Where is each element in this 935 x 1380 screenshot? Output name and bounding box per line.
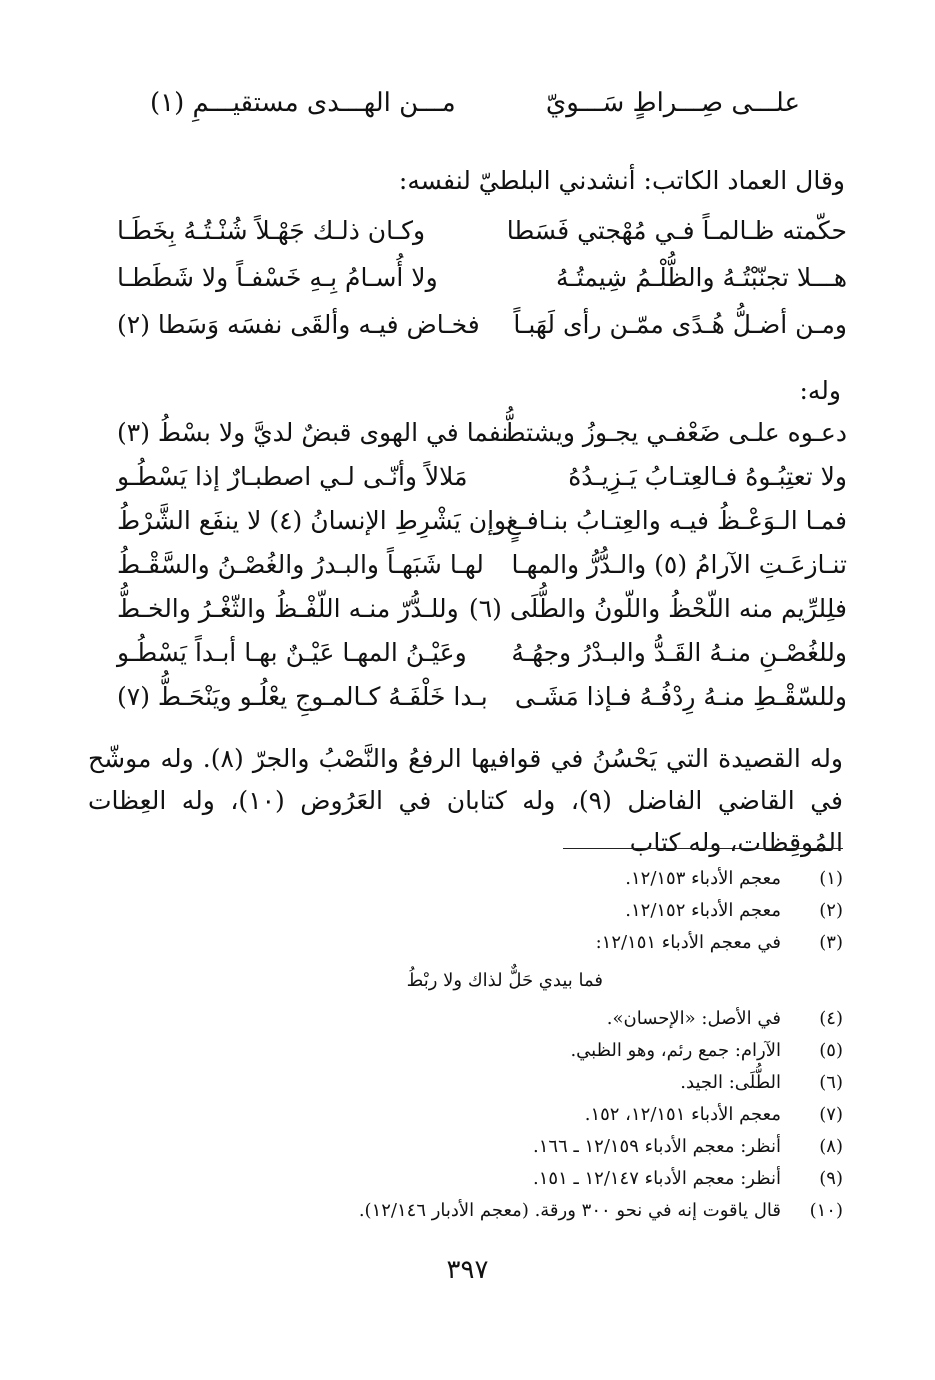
hemistich-right: هـــلا تجنّبْتُـهُ والظُّلْـمُ شِيمتُـهُ	[556, 263, 847, 292]
footnote-number: (٤)	[819, 1008, 843, 1029]
footnote	[83, 1168, 843, 1200]
footnote-text: معجم الأدباء ١٢/١٥٢.	[625, 900, 781, 921]
footnote-text: أنظر: معجم الأدباء ١٢/١٥٩ ـ ١٦٦.	[533, 1136, 781, 1157]
body-paragraph: وله القصيدة التي يَحْسُنُ في قوافيها الرفعُ والنَّصْبُ والجرّ (٨). وله موشّح في القاضي الفاضل (٩)، وله كتابان في العَرُوض (١٠)، وله العِظات المُوقِظات، وله كتاب	[88, 744, 844, 857]
footnote-number: (٩)	[819, 1168, 843, 1189]
poem-2-verse	[117, 462, 847, 506]
hemistich-left: ولا أُسـامُ بِـهِ خَسْفـاً ولا شَطَطـا	[117, 263, 438, 292]
hemistich-left: وللـدُّرّ منـه اللّفْـظُ والثّغْـرُ والخـطُّ	[117, 594, 459, 623]
footnote-number: (١٠)	[809, 1200, 843, 1221]
hemistich-left: وعَيْـنُ المهـا عَيْـنٌ بهـا أبـداً يَسْطُـو	[117, 638, 467, 667]
poem-1-verse	[117, 310, 847, 357]
footnote-text: الآرام: جمع رئم، وهو الظبي.	[570, 1040, 781, 1061]
footnote-number: (٣)	[819, 932, 843, 953]
poem-2-verse	[117, 506, 847, 550]
verse-hemistich-right: علـــى صِـــراطٍ سَـــويّ	[545, 88, 800, 118]
hemistich-right: حكّمته ظـالمـاً فـي مُهْجتي فَسَطا	[506, 216, 847, 245]
footnotes	[83, 868, 843, 1232]
section-label: وله:	[799, 376, 841, 405]
footnote	[83, 1040, 843, 1072]
hemistich-left: لهـا شَبَهـاً والبـدرُ والغُصْـنُ والسَّقْـطُ	[117, 550, 484, 579]
poem-2-verse	[117, 638, 847, 682]
footnote-number: (٥)	[819, 1040, 843, 1061]
footnote-quoted-verse	[83, 964, 843, 1008]
page-number: ٣٩٧	[446, 1255, 489, 1285]
footnote-text: أنظر: معجم الأدباء ١٢/١٤٧ ـ ١٥١.	[533, 1168, 781, 1189]
hemistich-right: تنـازعَـتِ الآرامُ (٥) والـدُّرُّ والمهـا	[511, 550, 847, 579]
poem-1	[117, 216, 847, 357]
poem-1-verse	[117, 216, 847, 263]
hemistich-right: ومـن أضـلُّ هُـدًى ممّـن رأى لَهَبـاً	[513, 310, 847, 339]
poem-2-verse	[117, 682, 847, 726]
footnote-number: (٧)	[819, 1104, 843, 1125]
footnote	[83, 1200, 843, 1232]
footnote-number: (٦)	[819, 1072, 843, 1093]
verse-hemistich-left: مـــن الهـــدى مستقيـــمِ (١)	[150, 88, 456, 118]
footnote-text: قال ياقوت إنه في نحو ٣٠٠ ورقة. (معجم الأدبار ١٢/١٤٦).	[358, 1200, 781, 1221]
hemistich-left: نوإن يَشْرِطِ الإنسانُ (٤) لا ينفَع الشَّرْطُ	[117, 506, 514, 535]
hemistich-left: فخـاض فيـه وألقَى نفسَه وَسَطا (٢)	[117, 310, 480, 339]
intro-line: وقال العماد الكاتب: أنشدني البلطيّ لنفسه:	[398, 166, 845, 195]
footnote-number: (٨)	[819, 1136, 843, 1157]
footnote	[83, 1104, 843, 1136]
footnote	[83, 1136, 843, 1168]
hemistich-left: وكـان ذلـك جَهْـلاً شُنْـتُـهُ بِخَطَـا	[117, 216, 426, 245]
hemistich-left: بـدا خَلْفَـهُ كـالمـوجِ يعْلُـو ويَنْحَـطُّ (٧)	[117, 682, 488, 711]
footnote-text: معجم الأدباء ١٢/١٥١، ١٥٢.	[584, 1104, 781, 1125]
hemistich-right: فمـا الـوَعْـظُ فيـه والعِتـابُ بنـافـعٍ	[506, 506, 847, 535]
footnote-text: في معجم الأدباء ١٢/١٥١:	[595, 932, 781, 953]
hemistich-left: نفما في الهوى قبضٌ لديَّ ولا بسْطُ (٣)	[117, 418, 509, 447]
opening-verse	[150, 88, 800, 128]
footnote-text: في الأصل: «الإحسان».	[606, 1008, 781, 1029]
poem-2	[117, 418, 847, 726]
footnote-text: معجم الأدباء ١٢/١٥٣.	[625, 868, 781, 889]
footnote-divider	[563, 848, 843, 849]
hemistich-right: وللغُصْـنِ منـهُ القَـدُّ والبـدْرُ وجهُـهُ	[511, 638, 847, 667]
poem-2-verse	[117, 550, 847, 594]
hemistich-right: وللسّقْـطِ منـهُ رِدْفُـهُ فـإذا مَشَـى	[514, 682, 847, 711]
quoted-verse-text: فما بيدي حَلٌّ لذاك ولا ربْطُ	[406, 970, 603, 991]
footnote-number: (٢)	[819, 900, 843, 921]
footnote	[83, 1008, 843, 1040]
poem-1-verse	[117, 263, 847, 310]
footnote	[83, 900, 843, 932]
footnote	[83, 932, 843, 964]
footnote	[83, 1072, 843, 1104]
hemistich-left: مَلالاً وأنّـى لـي اصطبـارٌ إذا يَسْطُـو	[117, 462, 468, 491]
footnote-text: الطُّلَى: الجيد.	[680, 1072, 781, 1093]
poem-2-verse	[117, 594, 847, 638]
hemistich-right: فلِلرِّيم منه اللّحْظُ واللّونُ والطُّلَى (٦)	[468, 594, 847, 623]
hemistich-right: دعـوه علـى ضَعْفـي يجـوزُ ويشتطُّ	[502, 418, 847, 447]
poem-2-verse	[117, 418, 847, 462]
hemistich-right: ولا تعتِبُـوهُ فـالعِتـابُ يَـزِيـدُهُ	[568, 462, 847, 491]
footnote-number: (١)	[819, 868, 843, 889]
footnote	[83, 868, 843, 900]
